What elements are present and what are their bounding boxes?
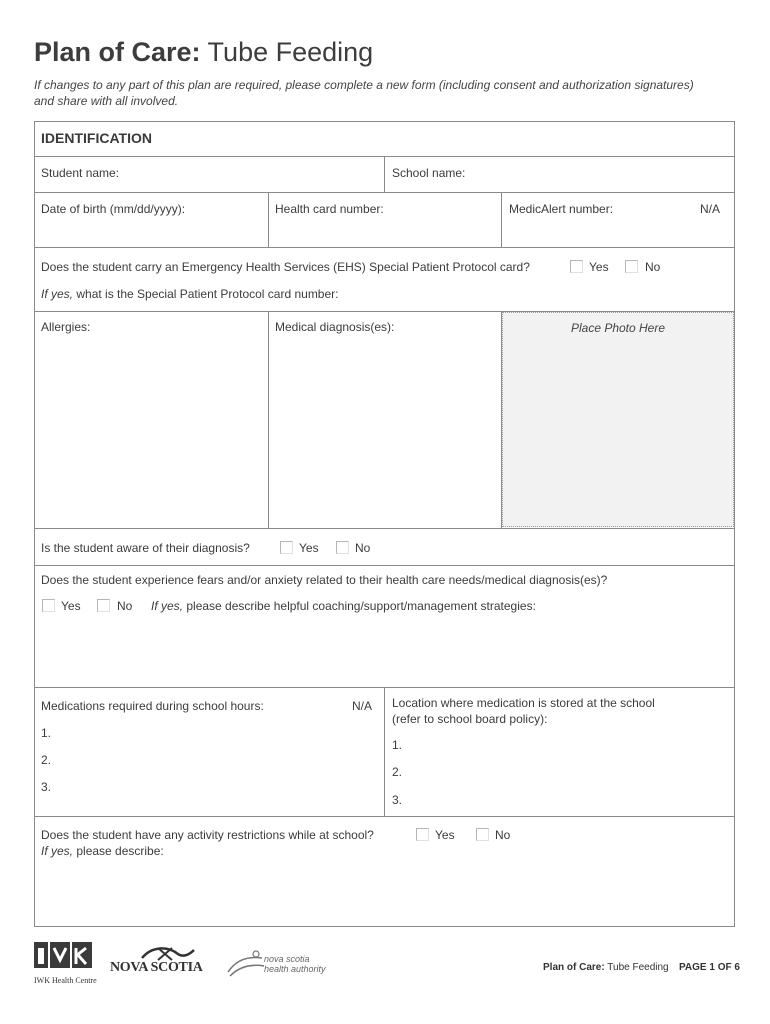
rule — [501, 192, 502, 247]
photo-label: Place Photo Here — [570, 321, 666, 335]
activity-yes-label: Yes — [435, 828, 455, 842]
fears-strategies-field[interactable] — [151, 599, 536, 614]
iwk-logo-mark — [34, 940, 94, 970]
page-title — [34, 36, 373, 68]
ehs-card-number-field[interactable] — [41, 287, 339, 302]
activity-yes-checkbox[interactable] — [416, 828, 429, 841]
footer-plan-bold: Plan of Care: — [543, 962, 605, 973]
nsha-line-1: nova scotia — [264, 954, 310, 964]
fears-yes-label: Yes — [61, 599, 81, 613]
intro-line-1: If changes to any part of this plan are required, please complete a new form (including consent and authorization signatures) — [34, 78, 694, 92]
rule — [384, 687, 385, 816]
location-label-line-2: (refer to school board policy): — [392, 712, 548, 726]
ehs-yes-checkbox[interactable] — [570, 260, 583, 273]
footer-plan-title — [543, 962, 669, 973]
fears-yes-checkbox[interactable] — [42, 599, 55, 612]
rule — [34, 247, 735, 248]
iwk-caption: IWK Health Centre — [34, 976, 97, 985]
title-bold: Plan of Care: — [34, 37, 201, 67]
iwk-logo — [34, 940, 97, 985]
fears-question: Does the student experience fears and/or anxiety related to their health care needs/medical diagnosis(es)? — [41, 573, 608, 587]
ehs-no-label: No — [645, 260, 661, 274]
section-heading-identification: IDENTIFICATION — [41, 130, 152, 146]
nsha-line-2: health authority — [264, 964, 326, 974]
location-item-3[interactable]: 3. — [392, 793, 403, 807]
rule — [268, 192, 269, 247]
fears-no-label: No — [117, 599, 133, 613]
fears-no-checkbox[interactable] — [97, 599, 110, 612]
ehs-ifyes-italic: If yes, — [41, 287, 74, 301]
nova-scotia-logo — [110, 944, 210, 980]
school-name-field[interactable]: School name: — [392, 166, 466, 180]
medicalert-field[interactable]: MedicAlert number: — [509, 202, 614, 216]
activity-question: Does the student have any activity restrictions while at school? — [41, 828, 374, 842]
footer-plan-light: Tube Feeding — [604, 962, 669, 973]
activity-no-label: No — [495, 828, 511, 842]
aware-no-label: No — [355, 541, 371, 555]
medications-label: Medications required during school hours: — [41, 699, 264, 713]
location-item-2[interactable]: 2. — [392, 765, 403, 779]
rule — [34, 528, 735, 529]
nsha-swoosh-icon — [226, 948, 266, 978]
rule — [268, 311, 269, 528]
fears-ifyes-text: please describe helpful coaching/support/management strategies: — [183, 599, 536, 613]
medication-item-1[interactable]: 1. — [41, 726, 52, 740]
allergies-field[interactable]: Allergies: — [41, 320, 91, 334]
health-card-field[interactable]: Health card number: — [275, 202, 384, 216]
activity-describe-field[interactable] — [41, 844, 164, 859]
activity-ifyes-italic: If yes, — [41, 844, 74, 858]
photo-placeholder[interactable] — [502, 312, 734, 527]
medications-na: N/A — [352, 699, 373, 713]
aware-question: Is the student aware of their diagnosis? — [41, 541, 250, 555]
activity-no-checkbox[interactable] — [476, 828, 489, 841]
student-name-field[interactable]: Student name: — [41, 166, 120, 180]
nova-scotia-text: NOVA SCOTIA — [110, 960, 203, 975]
intro-text — [34, 77, 724, 109]
location-item-1[interactable]: 1. — [392, 738, 403, 752]
diagnosis-field[interactable]: Medical diagnosis(es): — [275, 320, 395, 334]
aware-no-checkbox[interactable] — [336, 541, 349, 554]
rule — [34, 192, 735, 193]
activity-ifyes-text: please describe: — [73, 844, 164, 858]
rule — [34, 816, 735, 817]
page-number: PAGE 1 OF 6 — [679, 962, 740, 973]
ehs-no-checkbox[interactable] — [625, 260, 638, 273]
location-label-line-1: Location where medication is stored at the school — [392, 696, 655, 710]
medicalert-na: N/A — [700, 202, 721, 216]
dob-field[interactable]: Date of birth (mm/dd/yyyy): — [41, 202, 186, 216]
aware-yes-checkbox[interactable] — [280, 541, 293, 554]
medication-item-2[interactable]: 2. — [41, 753, 52, 767]
fears-ifyes-italic: If yes, — [151, 599, 184, 613]
nsha-logo — [226, 948, 336, 980]
rule — [384, 156, 385, 192]
title-light: Tube Feeding — [200, 37, 374, 67]
intro-line-2: and share with all involved. — [34, 94, 179, 108]
medication-item-3[interactable]: 3. — [41, 780, 52, 794]
rule — [34, 565, 735, 566]
ehs-yes-label: Yes — [589, 260, 609, 274]
aware-yes-label: Yes — [299, 541, 319, 555]
ehs-ifyes-text: what is the Special Patient Protocol card number: — [73, 287, 339, 301]
ehs-question: Does the student carry an Emergency Health Services (EHS) Special Patient Protocol card? — [41, 260, 530, 274]
